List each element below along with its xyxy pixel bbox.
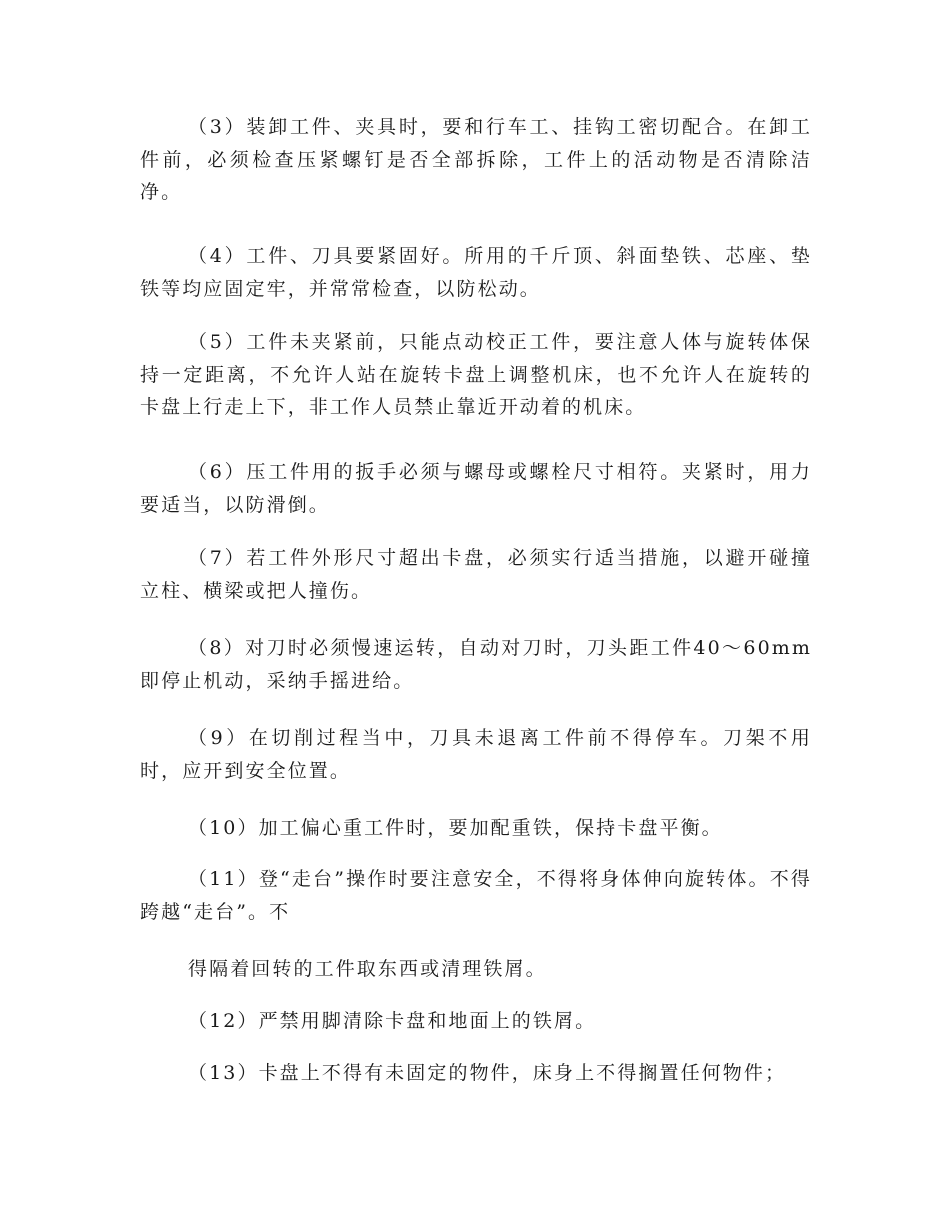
paragraph-item-7: （7）若工件外形尺寸超出卡盘，必须实行适当措施，以避开碰撞立柱、横梁或把人撞伤。 — [140, 547, 812, 602]
paragraph-item-11: （11）登“走台”操作时要注意安全，不得将身体伸向旋转体。不得跨越“走台”。不 — [140, 868, 812, 923]
paragraph-item-12: （12）严禁用脚清除卡盘和地面上的铁屑。 — [188, 1010, 597, 1032]
paragraph-item-10: （10）加工偏心重工件时，要加配重铁，保持卡盘平衡。 — [188, 817, 723, 839]
paragraph-item-3: （3）装卸工件、夹具时，要和行车工、挂钩工密切配合。在卸工件前，必须检查压紧螺钉是否全部拆除，工件上的活动物是否清除洁净。 — [140, 116, 812, 203]
paragraph-item-11-continued: 得隔着回转的工件取东西或清理铁屑。 — [188, 958, 547, 980]
paragraph-item-4: （4）工件、刀具要紧固好。所用的千斤顶、斜面垫铁、芯座、垫铁等均应固定牢，并常常检查，以防松动。 — [140, 245, 812, 300]
paragraph-item-13: （13）卡盘上不得有未固定的物件，床身上不得搁置任何物件； — [188, 1062, 787, 1084]
paragraph-item-6: （6）压工件用的扳手必须与螺母或螺栓尺寸相符。夹紧时，用力要适当，以防滑倒。 — [140, 461, 812, 516]
paragraph-item-8: （8）对刀时必须慢速运转，自动对刀时，刀头距工件40～60mm即停止机动，采纳手摇进给。 — [140, 637, 812, 692]
paragraph-item-9: （9）在切削过程当中，刀具未退离工件前不得停车。刀架不用时，应开到安全位置。 — [140, 727, 812, 782]
paragraph-item-5: （5）工件未夹紧前，只能点动校正工件，要注意人体与旋转体保持一定距离，不允许人站在旋转卡盘上调整机床，也不允许人在旋转的卡盘上行走上下，非工作人员禁止靠近开动着的机床。 — [140, 331, 812, 418]
